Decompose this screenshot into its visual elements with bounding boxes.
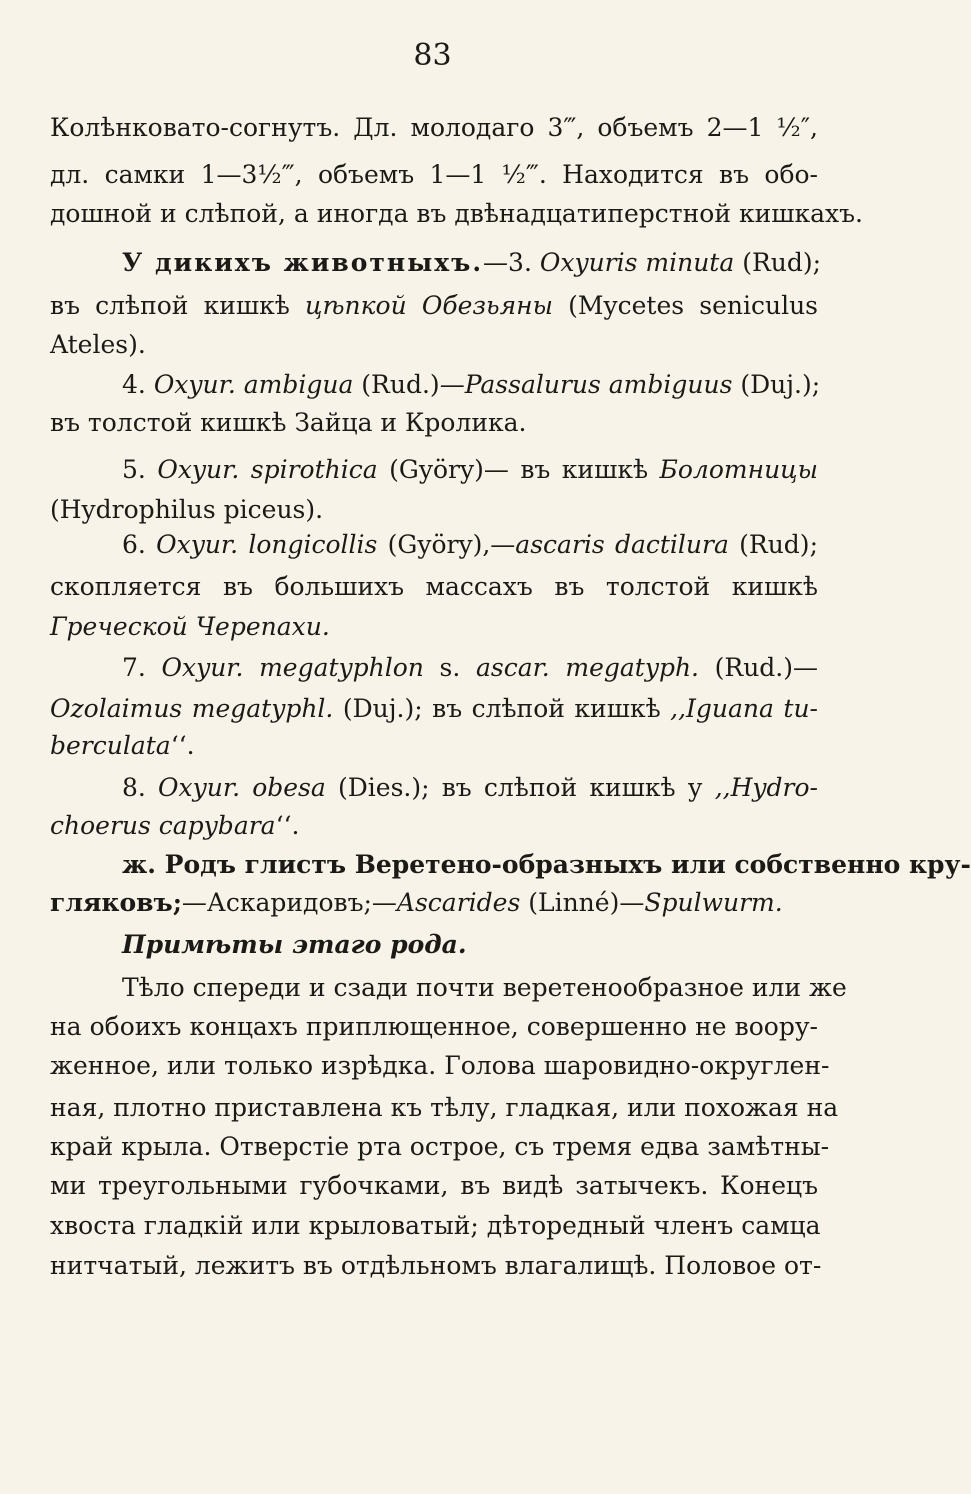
text-line: дошной и слѣпой, а иногда въ двѣнадцатиперстной кишкахъ. <box>50 199 863 228</box>
text-line: 7. Oxyur. megatyphlon s. ascar. megatyph. (Rud.)— <box>122 653 819 682</box>
text-line: choerus capybara‘‘. <box>50 811 300 840</box>
text-line: ми треугольными губочками, въ видѣ затычекъ. Конецъ <box>50 1171 818 1200</box>
text-line: (Hydrophilus piceus). <box>50 495 324 524</box>
text-line: въ толстой кишкѣ Зайца и Кролика. <box>50 408 527 437</box>
text-line: berculata‘‘. <box>50 731 195 760</box>
text-line: край крыла. Отверстіе рта острое, съ тремя едва замѣтны- <box>50 1132 830 1161</box>
text-line: 6. Oxyur. longicollis (Györy),—ascaris dactilura (Rud); <box>122 530 818 559</box>
text-line: дл. самки 1—3½‴, объемъ 1—1 ½‴. Находится въ обо- <box>50 160 818 189</box>
text-line: Ozolaimus megatyphl. (Duj.); въ слѣпой кишкѣ ,,Iguana tu- <box>50 694 819 723</box>
text-line: ная, плотно приставлена къ тѣлу, гладкая, или похожая на <box>50 1093 839 1122</box>
text-line: скопляется въ большихъ массахъ въ толстой кишкѣ <box>50 572 818 601</box>
text-line: У дикихъ животныхъ.—3. Oxyuris minuta (Rud); <box>122 248 822 277</box>
text-line: хвоста гладкій или крыловатый; дѣторедный членъ самца <box>50 1211 821 1240</box>
subheading: Примѣты этаго рода. <box>122 930 467 959</box>
text-line: женное, или только изрѣдка. Голова шаровидно-округлен- <box>50 1051 830 1080</box>
text-line: нитчатый, лежитъ въ отдѣльномъ влагалищѣ. Половое от- <box>50 1251 822 1280</box>
text-line: 5. Oxyur. spirothica (Györy)— въ кишкѣ Болотницы <box>122 455 818 484</box>
text-line: въ слѣпой кишкѣ цѣпкой Обезьяны (Mycetes seniculus <box>50 291 819 320</box>
text-line: Колѣнковато-согнутъ. Дл. молодаго 3‴, объемъ 2—1 ½″, <box>50 113 818 142</box>
text-line: 8. Oxyur. obesa (Dies.); въ слѣпой кишкѣ у ,,Hydro- <box>122 773 818 802</box>
text-line: Ateles). <box>50 330 146 359</box>
section-heading: ж. Родъ глистъ Веретено-образныхъ или собственно кру- <box>122 850 971 879</box>
text-line: 4. Oxyur. ambigua (Rud.)—Passalurus ambiguus (Duj.); <box>122 370 821 399</box>
text-line: на обоихъ концахъ приплющенное, совершенно не воору- <box>50 1012 818 1041</box>
page-number: 83 <box>413 38 452 73</box>
text-line: Тѣло спереди и сзади почти веретенообразное или же <box>122 973 847 1002</box>
text-line: гляковъ;—Аскаридовъ;—Ascarides (Linné)—Spulwurm. <box>50 888 783 917</box>
text-line: Греческой Черепахи. <box>50 612 330 641</box>
